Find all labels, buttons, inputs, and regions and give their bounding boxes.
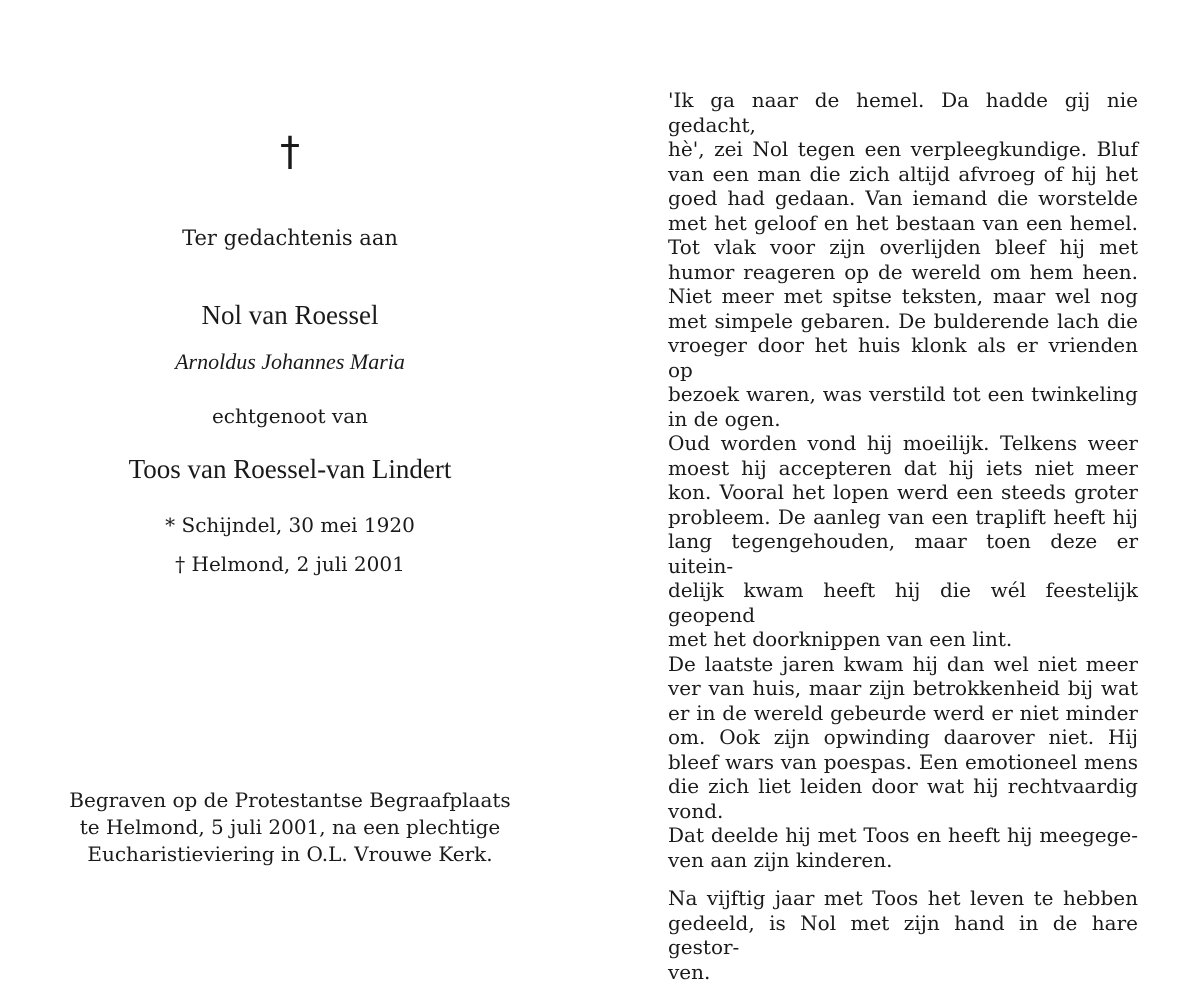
- text-line: hè', zei Nol tegen een verpleegkundige. Bluf: [668, 137, 1138, 162]
- cross-icon: †: [40, 128, 540, 176]
- text-line: bezoek waren, was verstild tot een twinkeling: [668, 382, 1138, 407]
- text-line: vroeger door het huis klonk als er vrienden op: [668, 333, 1138, 382]
- birth-line: * Schijndel, 30 mei 1920: [40, 511, 540, 539]
- spouse-name: Toos van Roessel-van Lindert: [40, 452, 540, 486]
- text-line: humor reageren op de wereld om hem heen.: [668, 260, 1138, 285]
- text-line: Na vijftig jaar met Toos het leven te hebben: [668, 886, 1138, 911]
- text-line: in de ogen.: [668, 407, 1138, 432]
- text-line: De laatste jaren kwam hij dan wel niet meer: [668, 652, 1138, 677]
- text-line: ven aan zijn kinderen.: [668, 848, 1138, 873]
- burial-line: Begraven op de Protestantse Begraafplaats: [40, 787, 540, 814]
- text-line: 'Ik ga naar de hemel. Da hadde gij nie gedacht,: [668, 88, 1138, 137]
- text-line: lang tegengehouden, maar toen deze er uitein-: [668, 529, 1138, 578]
- text-line: van een man die zich altijd afvroeg of hij het: [668, 162, 1138, 187]
- text-line: Tot vlak voor zijn overlijden bleef hij met: [668, 235, 1138, 260]
- text-line: er in de wereld gebeurde werd er niet minder: [668, 701, 1138, 726]
- memorial-text: [668, 88, 1138, 872]
- text-line: om. Ook zijn opwinding daarover niet. Hij: [668, 725, 1138, 750]
- death-line: † Helmond, 2 juli 2001: [40, 550, 540, 578]
- text-line: kon. Vooral het lopen werd een steeds groter: [668, 480, 1138, 505]
- text-line: gedeeld, is Nol met zijn hand in de hare gestor-: [668, 911, 1138, 960]
- deceased-name: Nol van Roessel: [40, 298, 540, 332]
- closing-text: [668, 886, 1138, 984]
- text-line: delijk kwam heeft hij die wél feestelijk geopend: [668, 578, 1138, 627]
- deceased-full-name: Arnoldus Johannes Maria: [40, 347, 540, 377]
- burial-line: te Helmond, 5 juli 2001, na een plechtige: [40, 814, 540, 841]
- text-line: Niet meer met spitse teksten, maar wel nog: [668, 284, 1138, 309]
- text-line: met simpele gebaren. De bulderende lach die: [668, 309, 1138, 334]
- burial-line: Eucharistieviering in O.L. Vrouwe Kerk.: [40, 841, 540, 868]
- text-line: bleef wars van poespas. Een emotioneel mens: [668, 750, 1138, 775]
- text-line: goed had gedaan. Van iemand die worstelde: [668, 186, 1138, 211]
- text-line: Dat deelde hij met Toos en heeft hij meegege-: [668, 823, 1138, 848]
- left-panel: [40, 0, 540, 909]
- burial-text: [40, 787, 540, 868]
- text-line: moest hij accepteren dat hij iets niet meer: [668, 456, 1138, 481]
- intro-text: Ter gedachtenis aan: [40, 224, 540, 252]
- text-line: met het geloof en het bestaan van een hemel.: [668, 211, 1138, 236]
- text-line: probleem. De aanleg van een traplift heeft hij: [668, 505, 1138, 530]
- text-line: met het doorknippen van een lint.: [668, 627, 1138, 652]
- text-line: Oud worden vond hij moeilijk. Telkens weer: [668, 431, 1138, 456]
- text-line: ven.: [668, 960, 1138, 984]
- text-line: ver van huis, maar zijn betrokkenheid bij wat: [668, 676, 1138, 701]
- spouse-label: echtgenoot van: [40, 402, 540, 430]
- text-line: die zich liet leiden door wat hij rechtvaardig: [668, 774, 1138, 799]
- right-panel: [668, 88, 1138, 984]
- text-line: vond.: [668, 799, 1138, 824]
